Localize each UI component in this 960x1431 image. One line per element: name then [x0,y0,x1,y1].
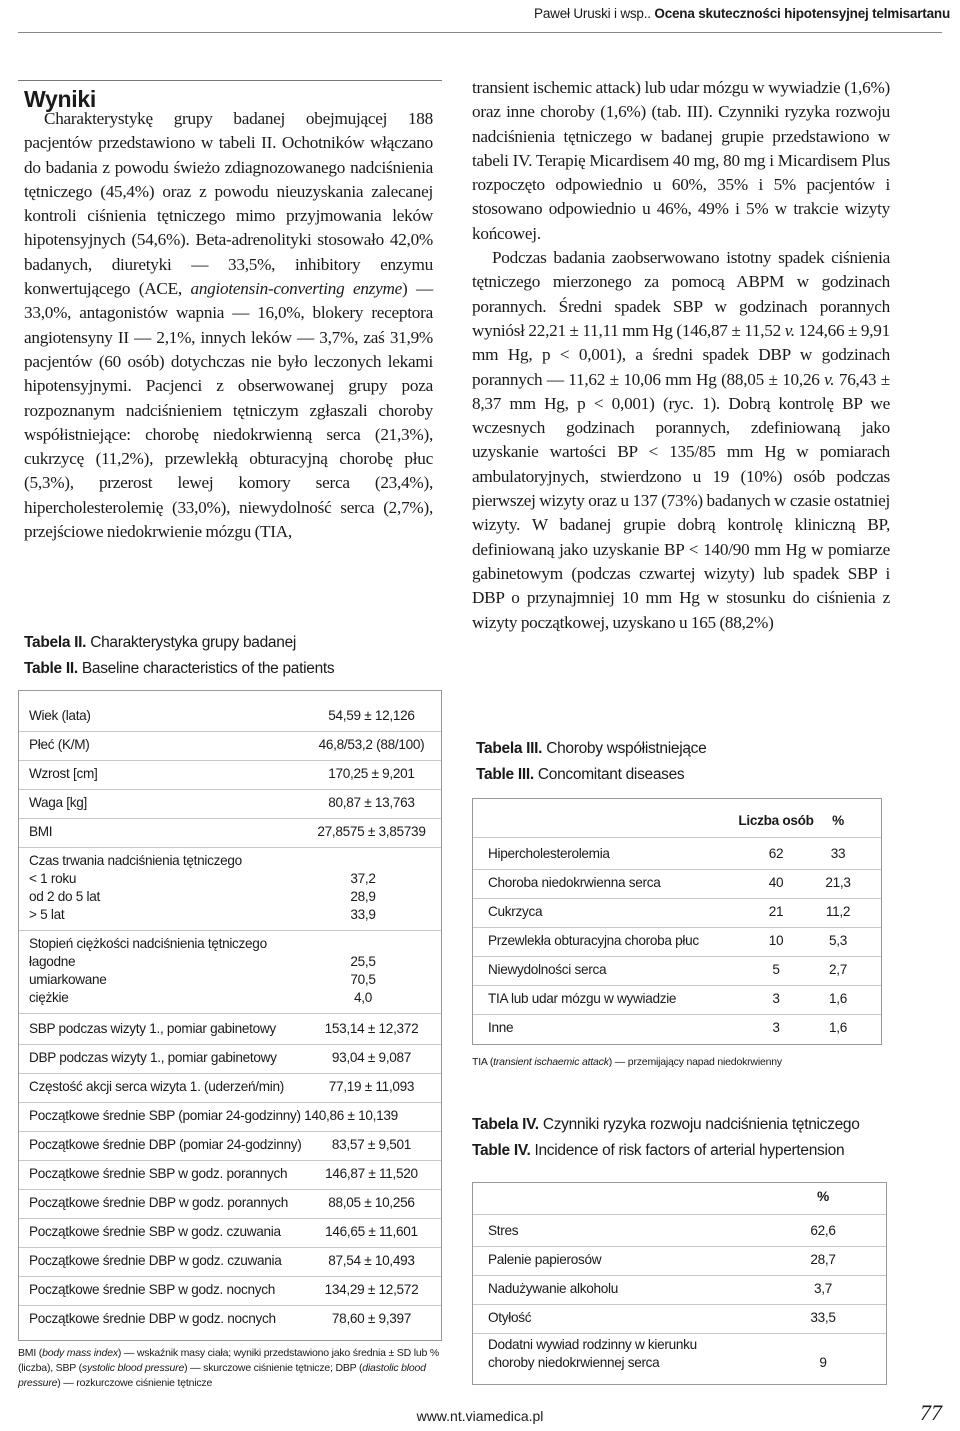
row-label: umiarkowane [29,972,107,987]
left-paragraph-cont: ) — 33,0%, antagonistów wapnia — 16,0%, blokery receptora angiotensyny II — 2,1%, innych leków — 3,7%, zaś 31,9% pacjentów (60 osób) dotychczas nie było leczonych lekami hipotensyjnymi. Pacjenci z obserwowanej grupy poza rozpoznanym nadciśnieniem tętniczym zgłaszali choroby współistniejące: chorobę niedokrwienną serca (21,3%), cukrzycę (11,2%), przewlekłą obturacyjną chorobę płuc (5,3%), przerost lewej komory serca (23,4%), hipercholesterolemię (33,0%), niewydolność serca (2,7%), przejściowe niedokrwienie mózgu (TIA, [24,279,433,542]
table-row [29,1165,429,1183]
row-divider [473,869,881,870]
row-percent: 1,6 [829,1020,847,1035]
row-label: TIA lub udar mózgu w wywiadzie [488,991,677,1006]
table2-caption [24,630,334,682]
table2-label-pl: Tabela II. [24,634,87,651]
footnote-text: ) — skurczowe ciśnienie tętnicze; DBP ( [184,1362,363,1374]
table-row [29,870,429,888]
row-label: Niewydolności serca [488,962,607,977]
row-label: DBP podczas wizyty 1., pomiar gabinetowy [29,1050,277,1065]
row-value: 78,60 ± 9,397 [331,1311,412,1326]
row-divider [473,1246,886,1247]
table-row [488,1336,873,1372]
row-divider [19,930,441,931]
table-row [29,1136,429,1154]
row-label: Otyłość [488,1310,532,1325]
right-paragraph-1: transient ischemic attack) lub udar mózgu w wywiadzie (1,6%) oraz inne choroby (1,6%) (tab. III). Czynniki ryzyka rozwoju nadciśnienia tętniczego w badanej grupie przedstawiono w tabeli IV. Terapię Micardisem 40 mg, 80 mg i Micardisem Plus rozpoczęto odpowiednio u 60%, 35% i 5% pacjentów i stosowano odpowiednio u 46%, 49% i 5% w trakcie wizyty końcowej. [472,78,890,243]
row-percent: 21,3 [825,875,851,890]
row-label: Cukrzyca [488,904,543,919]
row-value: 27,8575 ± 3,85739 [317,824,426,839]
table2 [18,690,442,1341]
left-italic-term: angiotensin-converting enzyme [190,279,403,299]
right-paragraph-2a: Podczas badania zaobserwowano istotny spadek ciśnienia tętniczego mierzonego za pomocą ABPM w godzinach porannych. Średni spadek SBP w godzinach porannych wyniósł 22,21 ± 11,11 mm Hg (146,87 ± 11,52 [472,248,890,340]
row-count: 62 [768,846,784,861]
table-row [29,1194,429,1212]
row-divider [19,818,441,819]
row-divider [19,760,441,761]
row-percent: 62,6 [810,1223,836,1238]
row-count: 3 [772,1020,780,1035]
table-row [29,1049,429,1067]
row-label: Początkowe średnie DBP w godz. nocnych [29,1311,276,1326]
row-label: ciężkie [29,990,69,1005]
row-divider [19,847,441,848]
row-label: Palenie papierosów [488,1252,602,1267]
section-heading: Wyniki [24,86,96,112]
table4-label-pl: Tabela IV. [472,1116,539,1133]
row-divider [473,985,881,986]
row-value: 33,9 [350,907,376,922]
row-divider [473,927,881,928]
row-label: Waga [kg] [29,795,87,810]
row-label: < 1 roku [29,871,77,886]
row-divider [19,1218,441,1219]
table3-title-en: Concomitant diseases [537,766,685,783]
row-label: > 5 lat [29,907,65,922]
row-label: Początkowe średnie DBP w godz. porannych [29,1195,289,1210]
row-label: Hipercholesterolemia [488,846,610,861]
table4-caption [472,1112,860,1164]
row-divider [19,1073,441,1074]
row-value: 83,57 ± 9,501 [331,1137,412,1152]
table2-footnote [18,1346,442,1391]
row-percent: 2,7 [829,962,847,977]
row-value: 46,8/53,2 (88/100) [318,737,425,752]
row-percent: 33 [830,846,846,861]
row-label: Początkowe średnie DBP (pomiar 24-godzinny) [29,1137,302,1152]
row-value: 88,05 ± 10,256 [328,1195,415,1210]
header-rule [18,32,942,33]
row-percent: 28,7 [810,1252,836,1267]
row-count: 10 [768,933,784,948]
table4-label-en: Table IV. [472,1142,531,1159]
footnote-text: TIA ( [472,1056,494,1068]
table-row [488,1280,873,1298]
table-row [29,794,429,812]
column-header: % [817,1189,829,1204]
footnote-text: ) — rozkurczowe ciśnienie tętnicze [57,1377,213,1389]
row-divider [19,1102,441,1103]
right-paragraph-2c: 76,43 ± 8,37 mm Hg, p < 0,001) (ryc. 1). Dobrą kontrolę BP we wczesnych godzinach porannych, zdefiniowaną jako uzyskanie wartości BP < 135/85 mm Hg w pomiarach ambulatoryjnych, stwierdzono u 19 (10%) osób podczas pierwszej wizyty oraz u 137 (73%) badanych w czasie ostatniej wizyty. W badanej grupie dobrą kontrolę kliniczną BP, definiowaną jako uzyskanie BP < 140/90 mm Hg w pomiarze gabinetowym (podczas czwartej wizyty) lub spadek SBP i DBP o przynajmniej 10 mm Hg w stosunku do ciśnienia z wizyty początkowej, uzyskano u 165 (88,2%) [472,369,890,632]
row-divider [19,1044,441,1045]
row-value: 4,0 [354,990,372,1005]
column-header: % [832,813,844,828]
row-label: Początkowe średnie SBP w godz. porannych [29,1166,288,1181]
table-row [29,765,429,783]
row-value: 9 [819,1355,827,1370]
row-divider [19,1189,441,1190]
table2-title-pl: Charakterystyka grupy badanej [90,634,297,651]
row-label: Choroba niedokrwienna serca [488,875,661,890]
row-divider [473,837,881,838]
footnote-italic: transient ischaemic attack [493,1056,609,1068]
table-row [29,707,429,725]
right-column-text [472,76,890,635]
table-row [488,1019,868,1037]
footnote-italic: systolic blood pressure [81,1362,185,1374]
left-column-text [24,107,433,544]
row-label: choroby niedokrwiennej serca [488,1355,660,1370]
row-divider [19,1160,441,1161]
row-value: 25,5 [350,954,376,969]
table-row [29,1310,429,1328]
table-header-row [488,812,868,830]
column-header: Liczba osób [738,813,814,828]
row-divider [473,898,881,899]
table-row [488,1309,873,1327]
section-rule [18,80,442,81]
row-value: 54,59 ± 12,126 [328,708,415,723]
table2-label-en: Table II. [24,660,78,677]
row-label: Czas trwania nadciśnienia tętniczego [29,853,242,868]
row-percent: 33,5 [810,1310,836,1325]
row-label: Stopień ciężkości nadciśnienia tętniczego [29,936,267,951]
row-divider [473,956,881,957]
row-label: Początkowe średnie SBP (pomiar 24-godzinny) 140,86 ± 10,139 [29,1108,398,1123]
table3-label-en: Table III. [476,766,534,783]
footnote-text: BMI ( [18,1347,43,1359]
row-value: 80,87 ± 13,763 [328,795,415,810]
row-divider [19,1013,441,1014]
row-divider [19,731,441,732]
row-value: 70,5 [350,972,376,987]
table-row [488,874,868,892]
table-row [29,823,429,841]
table4-title-pl: Czynniki ryzyka rozwoju nadciśnienia tętniczego [542,1116,860,1133]
header-authors: Paweł Uruski i wsp. [534,6,648,21]
table-row [29,736,429,754]
journal-url: www.nt.viamedica.pl [416,1408,544,1424]
row-label: łagodne [29,954,76,969]
table3 [472,798,882,1045]
row-percent: 3,7 [814,1281,832,1296]
row-value: 134,29 ± 12,572 [324,1282,419,1297]
row-divider [19,1305,441,1306]
row-count: 3 [772,991,780,1006]
footnote-italic: body mass index [42,1347,118,1359]
table-row [29,1078,429,1096]
row-label: Częstość akcji serca wizyta 1. (uderzeń/min) [29,1079,284,1094]
table-row [488,1251,873,1269]
right-paragraph-2b: 124,66 ± 9,91 mm Hg, p < 0,001), a średni spadek DBP w godzinach porannych — 11,62 ± 10,06 mm Hg (88,05 ± 10,26 [472,320,890,389]
row-label: Nadużywanie alkoholu [488,1281,619,1296]
row-value: 170,25 ± 9,201 [328,766,415,781]
row-label: BMI [29,824,53,839]
running-header: Paweł Uruski i wsp.. Ocena skuteczności hipotensyjnej telmisartanu [534,6,950,21]
row-divider [473,1333,886,1334]
row-divider [19,1131,441,1132]
row-divider [19,789,441,790]
table3-label-pl: Tabela III. [476,740,543,757]
table-row [29,1223,429,1241]
row-divider [19,1247,441,1248]
row-value: 28,9 [350,889,376,904]
row-label: Dodatni wywiad rodzinny w kierunku [488,1337,697,1352]
row-divider [473,1304,886,1305]
row-value: 77,19 ± 11,093 [328,1079,415,1094]
footnote-italic: diastolic blood pressure [18,1362,426,1389]
row-divider [473,1214,886,1215]
row-value: 146,65 ± 11,601 [325,1224,418,1239]
row-percent: 1,6 [829,991,847,1006]
row-label: Wiek (lata) [29,708,91,723]
table-row [29,1281,429,1299]
table-row [29,953,429,971]
table-row [29,888,429,906]
table-row [29,1020,429,1038]
row-value: 153,14 ± 12,372 [324,1021,419,1036]
row-label: Początkowe średnie SBP w godz. nocnych [29,1282,276,1297]
row-value: 146,87 ± 11,520 [325,1166,418,1181]
page-number: 77 [920,1400,942,1425]
table2-title-en: Baseline characteristics of the patients [81,660,335,677]
row-label: Płeć (K/M) [29,737,90,752]
row-value: 87,54 ± 10,493 [328,1253,415,1268]
table-row [29,906,429,924]
table-row [29,989,429,1007]
table-row [29,1107,429,1125]
row-label: Wzrost [cm] [29,766,98,781]
row-divider [473,1014,881,1015]
table3-footnote [472,1055,892,1070]
table-row [488,961,868,979]
row-label: Inne [488,1020,514,1035]
row-label: Początkowe średnie SBP w godz. czuwania [29,1224,281,1239]
row-label: Przewlekła obturacyjna choroba płuc [488,933,699,948]
table4 [472,1182,887,1385]
table-group-heading [29,935,429,953]
footnote-text: ) — przemijający napad niedokrwienny [608,1056,782,1068]
row-value: 93,04 ± 9,087 [331,1050,412,1065]
table-row [488,1222,873,1240]
table3-caption [476,736,706,788]
row-percent: 11,2 [825,904,851,919]
table-row [29,971,429,989]
header-title: Ocena skuteczności hipotensyjnej telmisartanu [654,6,950,21]
row-divider [19,1276,441,1277]
row-label: SBP podczas wizyty 1., pomiar gabinetowy [29,1021,276,1036]
footnote-text: ) — wskaźnik masy ciała; wyniki przedstawiono jako średnia ± SD lub % (liczba), SBP ( [18,1347,439,1374]
row-label: Początkowe średnie DBP w godz. czuwania [29,1253,282,1268]
row-label: od 2 do 5 lat [29,889,100,904]
left-paragraph: Charakterystykę grupy badanej obejmującej 188 pacjentów przedstawiono w tabeli II. Ochotników włączano do badania z powodu świeżo zdiagnozowanego nadciśnienia tętniczego (45,4%) oraz z powodu nieuzyskania zalecanej kontroli ciśnienia tętniczego mimo przyjmowania leków hipotensyjnych (54,6%). Beta-adrenolityki stosowało 42,0% badanych, diuretyki — 33,5%, inhibitory enzymu konwertującego (ACE, [24,109,433,299]
table4-title-en: Incidence of risk factors of arterial hypertension [534,1142,845,1159]
versus-abbrev: v. [824,369,835,389]
row-divider [473,1275,886,1276]
row-count: 40 [768,875,784,890]
table-header-row [488,1188,873,1206]
table-group-heading [29,852,429,870]
table-row [488,932,868,950]
table-row [488,990,868,1008]
row-count: 21 [768,904,784,919]
row-label: Stres [488,1223,519,1238]
row-percent: 5,3 [829,933,847,948]
table3-title-pl: Choroby współistniejące [546,740,707,757]
versus-abbrev: v. [784,320,795,340]
table-row [488,903,868,921]
table-row [488,845,868,863]
row-value: 37,2 [350,871,376,886]
table-row [29,1252,429,1270]
row-count: 5 [772,962,780,977]
